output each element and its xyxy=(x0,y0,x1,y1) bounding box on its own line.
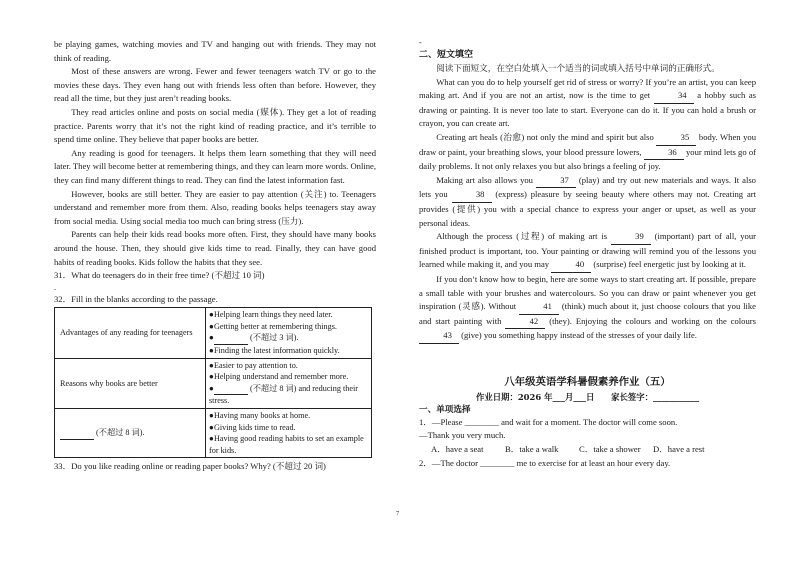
table-row xyxy=(55,308,372,358)
cloze-paragraph: If you don’t know how to begin, here are some ways to start creating art. If possible, prepare a small table with your brushes and watercolours. So you can draw or paint whenever you get inspiration (灵感). Without 41 (think) much about it, just choose colours that you like and start painting with 42 (they). Enjoying the colours and working on the colours 43 (give) you something happy instead of the stresses of your daily life. xyxy=(419,273,756,344)
homework-title: 八年级英语学科暑假素养作业（五） xyxy=(504,375,671,388)
option-b[interactable]: B．take a walk xyxy=(505,444,559,455)
cloze-paragraph: Making art also allows you 37 (play) and try out new materials and ways. It also lets you 38 (express) pleasure by seeing beauty where others may not. Creating art provides (提供) you with a special chance to express your anger or upset, as well as your personal ideas. xyxy=(419,174,757,228)
passage-paragraph: Parents can help their kids read books more often. First, they should have many books around the house. Then, they should give kids time to read. Finally, they can have good habits of reading books. Kids follow the habits that they see. xyxy=(54,229,376,267)
blank-38[interactable]: 38 xyxy=(452,188,492,203)
list-item: ●Helping understand and remember more. xyxy=(209,372,349,382)
fill-in-table xyxy=(54,307,372,458)
question-1: 1．—Please ________ and wait for a moment. The doctor will come soon. xyxy=(419,416,678,427)
passage-paragraph: However, books are still better. They are easier to pay attention (关注) to. Teenagers understand and remember more from them. Also, reading books helps teenagers stay away from social media. Using social media too much can bring stress (压力). xyxy=(54,188,376,226)
section-heading: 二、短文填空 xyxy=(419,50,474,60)
table-row-content xyxy=(206,308,372,358)
question-31: 31．What do teenagers do in their free time? (不超过 10 词) xyxy=(54,270,265,281)
left-column xyxy=(54,38,376,474)
section-marker: - xyxy=(419,38,422,47)
table-row xyxy=(55,409,372,458)
blank-39[interactable]: 39 xyxy=(611,230,651,245)
blank-41[interactable]: 41 xyxy=(519,300,559,315)
list-item: ●Easier to pay attention to. xyxy=(209,360,298,370)
option-a[interactable]: A．have a seat xyxy=(431,444,484,455)
passage-paragraph: They read articles online and posts on social media (媒体). They get a lot of reading practice. Parents worry that it’s not the right kind of reading practice, and it’s terrible to spend time online. They believe that paper books are better. xyxy=(54,106,376,145)
cloze-paragraph: What can you do to help yourself get rid of stress or worry? If you’re an artist, you can keep making art. And if you are not an artist, now is the time to get 34 a hobby such as drawing or painting. It is never too late to start. Everyone can do it. If you can hold a brush or crayon, you can create art. xyxy=(419,76,756,129)
option-c[interactable]: C．take a shower xyxy=(579,444,641,455)
option-d[interactable]: D．have a rest xyxy=(653,444,705,455)
blank-34[interactable]: 34 xyxy=(654,89,694,104)
table-row-content xyxy=(206,409,372,458)
list-item: ● (不超过 8 词) and reducing their stress. xyxy=(209,383,359,406)
list-item: ●Finding the latest information quickly. xyxy=(209,346,340,356)
instruction-text: 阅读下面短文，在空白处填入一个适当的词或填入括号中单词的正确形式。 xyxy=(436,63,720,73)
blank-35[interactable]: 35 xyxy=(656,131,696,146)
homework-date-signature: 作业日期：2026 年___月___日 家长签字：___________ xyxy=(475,391,700,402)
table-row-content xyxy=(206,358,372,408)
blank-36[interactable]: 36 xyxy=(644,146,684,161)
answer-blank[interactable] xyxy=(60,427,94,440)
question-1-options xyxy=(419,443,756,457)
list-item: ● (不超过 3 词). xyxy=(209,332,368,345)
question-32: 32．Fill in the blanks according to the passage. xyxy=(54,293,218,304)
passage-paragraph: Any reading is good for teenagers. It helps them learn something that they will need later. They will become better at remembering things, and they can learn more words. Online, they can find many different things to read. They can find the latest information fast. xyxy=(54,147,377,185)
cloze-paragraph: Although the process (过程) of making art is 39 (important) part of all, your finished product is important, too. Your painting or drawing will remind you of the lessons you learned while making it, and you may 40 (surprise) feel energetic just by looking at it. xyxy=(419,230,756,273)
table-row-label: (不超过 8 词). xyxy=(55,409,206,458)
answer-line-marker: . xyxy=(54,282,56,292)
spacer xyxy=(419,344,756,374)
passage-paragraph: be playing games, watching movies and TV and hanging out with friends. They may not think of reading. xyxy=(54,39,376,63)
answer-blank[interactable] xyxy=(214,332,248,345)
table-row xyxy=(55,358,372,408)
answer-blank[interactable] xyxy=(214,383,248,396)
page-number: 7 xyxy=(396,510,400,517)
list-item: ●Helping learn things they need later. xyxy=(209,310,333,320)
list-item: ●Having good reading habits to set an example for kids. xyxy=(209,434,364,455)
blank-43[interactable]: 43 xyxy=(419,329,459,344)
section-heading: 一、单项选择 xyxy=(419,404,471,415)
list-item: ●Having many books at home. xyxy=(209,411,311,421)
blank-42[interactable]: 42 xyxy=(505,315,545,330)
right-column xyxy=(419,38,756,470)
passage-paragraph: Most of these answers are wrong. Fewer and fewer teenagers watch TV or go to the movies these days. They even hang out with friends less often than before. However, they read all the time, but they just aren’t reading books. xyxy=(54,66,376,104)
question-1-reply: —Thank you very much. xyxy=(419,430,506,441)
blank-37[interactable]: 37 xyxy=(536,174,576,189)
cloze-paragraph: Creating art heals (治愈) not only the mind and spirit but also 35 body. When you draw or paint, your breathing slows, your blood pressure lowers, 36 your mind lets go of daily problems. It not only relaxes you but also brings a feeling of joy. xyxy=(419,131,757,172)
list-item: ●Getting better at remembering things. xyxy=(209,321,337,331)
blank-40[interactable]: 40 xyxy=(551,258,591,273)
table-row-label: Advantages of any reading for teenagers xyxy=(55,308,206,358)
table-row-label: Reasons why books are better xyxy=(55,358,206,408)
question-2: 2．—The doctor ________ me to exercise for at least an hour every day. xyxy=(419,457,671,468)
list-item: ●Giving kids time to read. xyxy=(209,422,296,432)
question-33: 33．Do you like reading online or reading paper books? Why? (不超过 20 词) xyxy=(54,461,326,472)
